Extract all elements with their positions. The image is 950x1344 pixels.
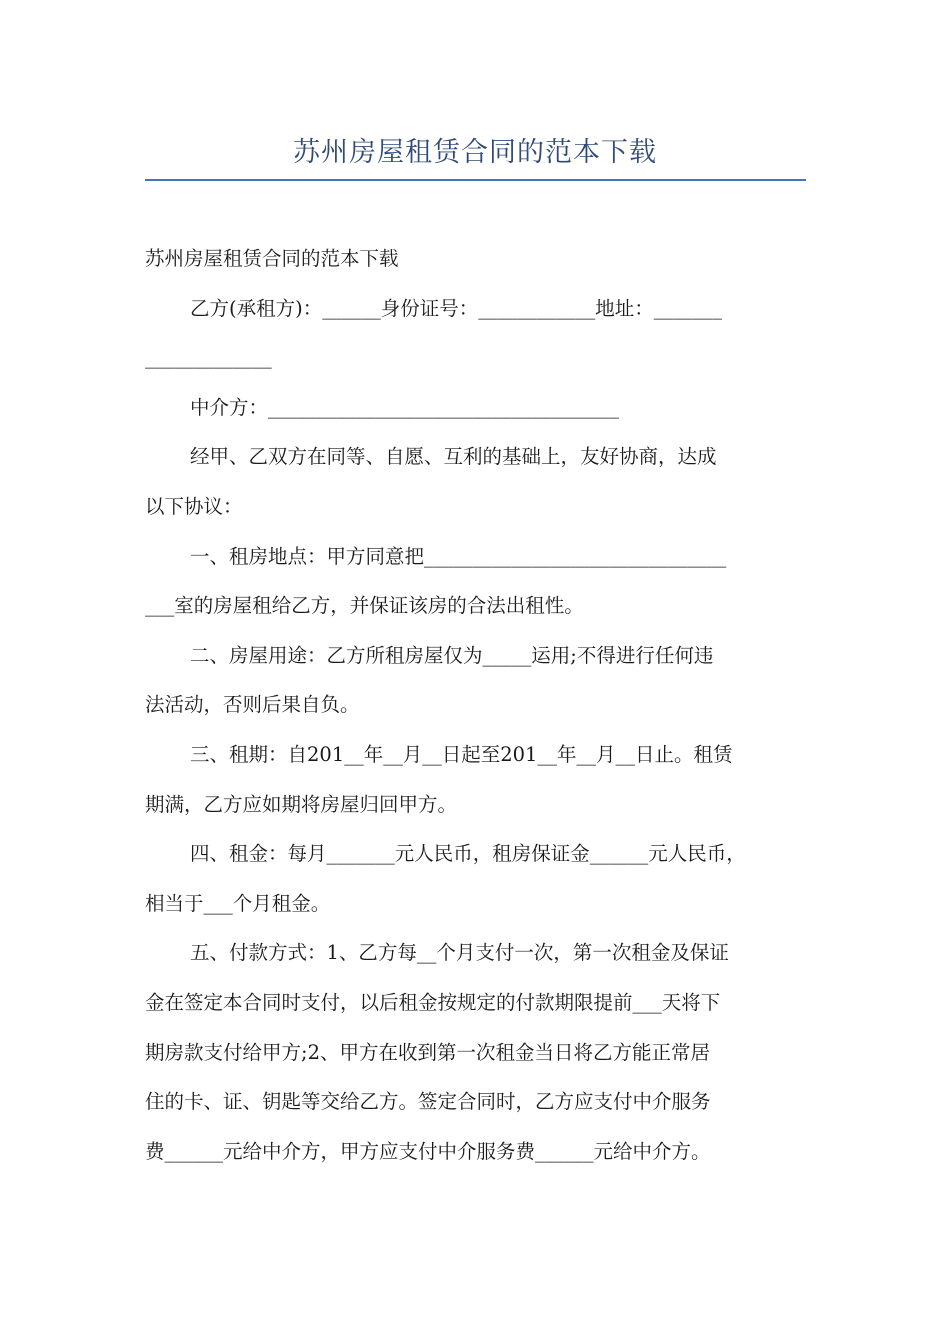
clause-5-line2: 金在签定本合同时支付，以后租金按规定的付款期限提前___天将下 — [145, 990, 721, 1014]
party-b-line: 乙方(承租方)：______身份证号：____________地址：_______ — [190, 296, 722, 320]
clause-3-line1: 三、租期：自201__年__月__日起至201__年__月__日止。租赁 — [190, 742, 733, 766]
clause-1-line2: ___室的房屋租给乙方，并保证该房的合法出租性。 — [145, 594, 584, 618]
clause-5-line5: 费______元给中介方，甲方应支付中介服务费______元给中介方。 — [145, 1139, 711, 1163]
body-heading: 苏州房屋租赁合同的范本下载 — [145, 247, 399, 270]
clause-5-line4: 住的卡、证、钥匙等交给乙方。签定合同时，乙方应支付中介服务 — [145, 1090, 711, 1114]
document-body — [145, 234, 806, 1176]
clause-5-line1: 五、付款方式：1、乙方每__个月支付一次，第一次租金及保证 — [190, 941, 729, 965]
clause-2-line1: 二、房屋用途：乙方所租房屋仅为_____运用;不得进行任何违 — [190, 643, 714, 667]
clause-1-line1: 一、租房地点：甲方同意把_______________________________ — [190, 544, 727, 568]
clause-4-line1: 四、租金：每月_______元人民币，租房保证金______元人民币， — [190, 842, 746, 866]
title-underline — [145, 179, 806, 181]
clause-5-line3: 期房款支付给甲方;2、甲方在收到第一次租金当日将乙方能正常居 — [145, 1040, 710, 1064]
document-title: 苏州房屋租赁合同的范本下载 — [293, 137, 657, 168]
party-b-line-cont: _____________ — [145, 346, 272, 370]
agency-line: 中介方：____________________________________ — [190, 395, 620, 419]
clause-3-line2: 期满，乙方应如期将房屋归回甲方。 — [145, 792, 458, 816]
clause-4-line2: 相当于___个月租金。 — [145, 891, 331, 915]
intro-paragraph-line1: 经甲、乙双方在同等、自愿、互利的基础上，友好协商，达成 — [190, 445, 717, 469]
clause-2-line2: 法活动，否则后果自负。 — [145, 693, 360, 717]
intro-paragraph-line2: 以下协议： — [145, 494, 243, 518]
